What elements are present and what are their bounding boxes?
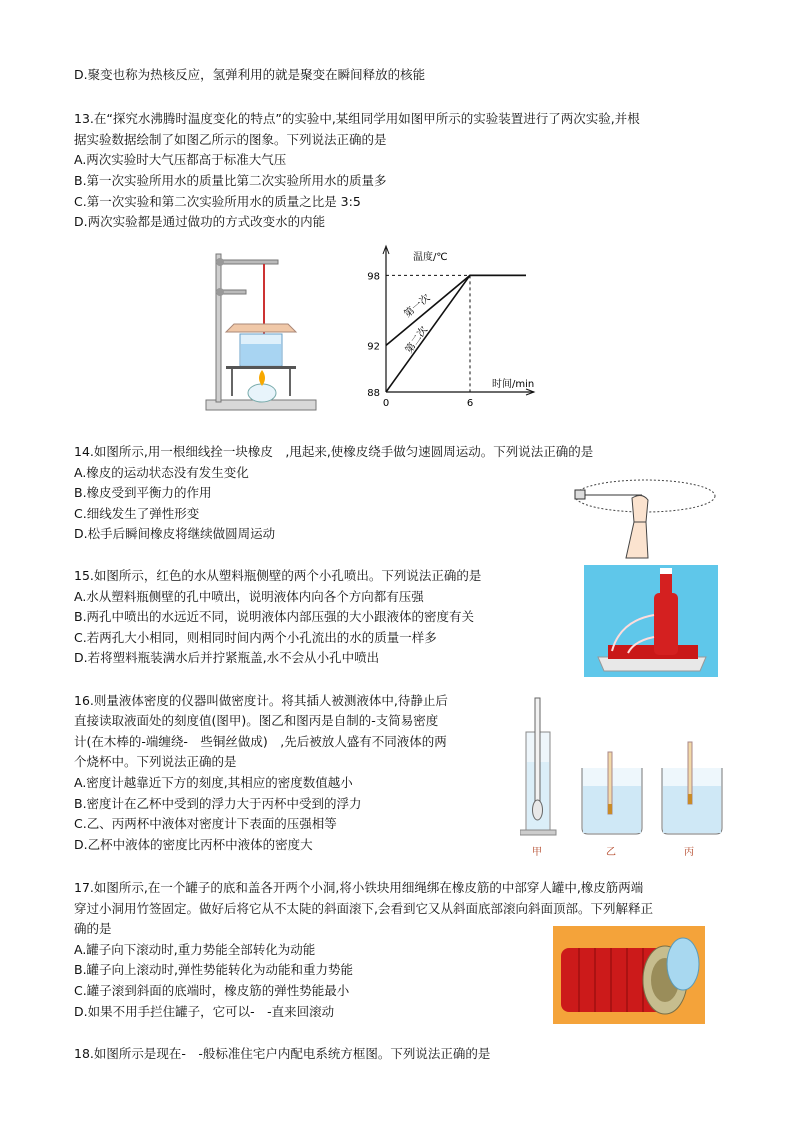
- q13-option-d: D.两次实验都是通过做功的方式改变水的内能: [74, 214, 326, 229]
- q17-option-c: C.罐子滚到斜面的底端时，橡皮筋的弹性势能最小: [74, 983, 350, 998]
- chart-x-axis-label: 时间/min: [492, 379, 535, 390]
- q14-option-d: D.松手后瞬间橡皮将继续做圆周运动: [74, 526, 276, 541]
- q18-stem: 18.如图所示是现在- -般标准住宅户内配电系统方框图。下列说法正确的是: [74, 1046, 491, 1061]
- q15-option-a: A.水从塑料瓶侧壁的孔中喷出，说明液体内向各个方向都有压强: [74, 589, 424, 604]
- q16-stem-line2: 直接读取液面处的刻度值(图甲)。图乙和图丙是自制的-支简易密度: [74, 713, 439, 728]
- figure-label-jia: 甲: [532, 847, 542, 858]
- q16-option-d: D.乙杯中液体的密度比丙杯中液体的密度大: [74, 837, 313, 852]
- q17-option-d: D.如果不用手拦住罐子，它可以- -直来回滚动: [74, 1004, 335, 1019]
- q13-option-c: C.第一次实验和第二次实验所用水的质量之比是 3:5: [74, 194, 361, 209]
- q14-option-c: C.细线发生了弹性形变: [74, 506, 200, 521]
- q16-stem-line4: 个烧杯中。下列说法正确的是: [74, 754, 237, 769]
- q14-stem: 14.如图所示,用一根细线拴一块橡皮 ,甩起来,使橡皮绕手做匀速圆周运动。下列说法正确的是: [74, 444, 594, 459]
- chart-y-tick-label: 92: [367, 341, 380, 353]
- q16-option-a: A.密度计越靠近下方的刻度,其相应的密度数值越小: [74, 775, 353, 790]
- q17-stem-line3: 确的是: [74, 921, 112, 936]
- q14-option-b: B.橡皮受到平衡力的作用: [74, 485, 212, 500]
- q14-option-a: A.橡皮的运动状态没有发生变化: [74, 465, 249, 480]
- q13-stem-line2: 据实验数据绘制了如图乙所示的图象。下列说法正确的是: [74, 132, 387, 147]
- temperature-time-chart: [356, 240, 536, 418]
- chart-x-tick-label: 0: [382, 398, 390, 409]
- chart-y-axis-label: 温度/℃: [413, 252, 448, 263]
- q17-stem-line2: 穿过小洞用竹签固定。做好后将它从不太陡的斜面滚下,会看到它又从斜面底部滚向斜面顶部。下列解释正: [74, 901, 653, 916]
- rubber-circular-motion-figure: [570, 468, 720, 560]
- q17-option-a: A.罐子向下滚动时,重力势能全部转化为动能: [74, 942, 316, 957]
- q13-option-a: A.两次实验时大气压都高于标准大气压: [74, 152, 287, 167]
- chart-x-tick-label: 6: [466, 398, 474, 409]
- q15-option-d: D.若将塑料瓶装满水后并拧紧瓶盖,水不会从小孔中喷出: [74, 650, 380, 665]
- hydrometer-figure: [520, 692, 730, 864]
- chart-series-line-2: [386, 275, 526, 392]
- q15-option-c: C.若两孔大小相同，则相同时间内两个小孔流出的水的质量一样多: [74, 630, 437, 645]
- q15-option-b: B.两孔中喷出的水远近不同，说明液体内部压强的大小跟液体的密度有关: [74, 609, 475, 624]
- q12-option-d: D.聚变也称为热核反应，氢弹利用的就是聚变在瞬间释放的核能: [74, 67, 426, 82]
- chart-series-label-1: 第一次: [402, 292, 433, 321]
- q15-stem: 15.如图所示，红色的水从塑料瓶侧壁的两个小孔喷出。下列说法正确的是: [74, 568, 482, 583]
- figure-label-bing: 丙: [684, 847, 694, 858]
- figure-label-yi: 乙: [606, 847, 616, 858]
- chart-y-tick-label: 98: [367, 271, 380, 283]
- q17-option-b: B.罐子向上滚动时,弹性势能转化为动能和重力势能: [74, 962, 354, 977]
- q16-stem-line1: 16.则量液体密度的仪器叫做密度计。将其插人被测液体中,待静止后: [74, 693, 448, 708]
- q16-stem-line3: 计(在木棒的-端缠绕- 些铜丝做成) ,先后被放人盛有不同液体的两: [74, 734, 447, 749]
- chart-series-label-2: 第二次: [403, 324, 431, 356]
- q13-option-b: B.第一次实验所用水的质量比第二次实验所用水的质量多: [74, 173, 387, 188]
- chart-y-tick-label: 88: [367, 388, 380, 399]
- rolling-can-photo: [553, 926, 705, 1024]
- bottle-water-jet-photo: [584, 565, 718, 677]
- q16-option-c: C.乙、丙两杯中液体对密度计下表面的压强相等: [74, 816, 337, 831]
- q13-stem-line1: 13.在“探究水沸腾时温度变化的特点”的实验中,某组同学用如图甲所示的实验装置进行了两次实验,并根: [74, 111, 640, 126]
- q16-option-b: B.密度计在乙杯中受到的浮力大于丙杯中受到的浮力: [74, 796, 362, 811]
- boiling-apparatus-figure: [196, 246, 326, 416]
- q17-stem-line1: 17.如图所示,在一个罐子的底和盖各开两个小洞,将小铁块用细绳绑在橡皮筋的中部穿人罐中,橡皮筋两端: [74, 880, 644, 895]
